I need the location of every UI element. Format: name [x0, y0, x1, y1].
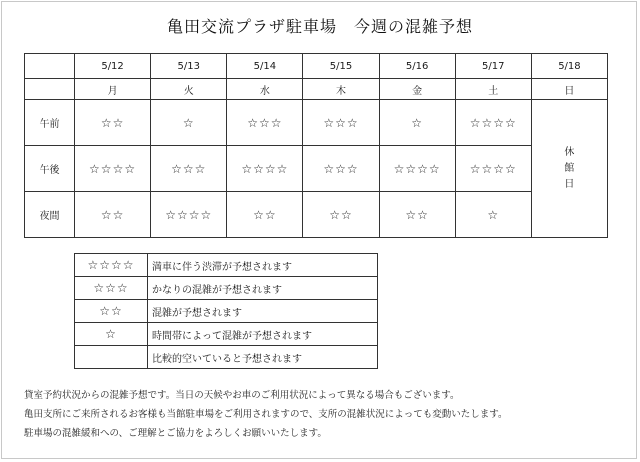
rating-cell: ☆☆☆☆ [151, 192, 227, 238]
legend-stars [75, 346, 148, 369]
date-cell: 5/12 [75, 54, 151, 79]
date-row [25, 54, 608, 79]
legend-stars: ☆ [75, 323, 148, 346]
rating-cell: ☆☆ [75, 100, 151, 146]
rating-cell: ☆☆☆☆ [455, 100, 531, 146]
corner-cell [25, 54, 75, 79]
rating-cell: ☆☆☆ [151, 146, 227, 192]
rating-cell: ☆☆ [227, 192, 303, 238]
legend-row [75, 254, 378, 277]
closed-char: 日 [564, 178, 575, 190]
rating-cell: ☆☆ [379, 192, 455, 238]
weekday-cell: 火 [151, 79, 227, 100]
date-cell: 5/17 [455, 54, 531, 79]
rating-cell: ☆☆ [75, 192, 151, 238]
rating-cell: ☆☆☆☆ [455, 146, 531, 192]
slot-row-afternoon [25, 146, 608, 192]
legend-text: 比較的空いていると予想されます [148, 346, 378, 369]
legend-row [75, 323, 378, 346]
date-cell: 5/18 [531, 54, 607, 79]
legend-stars: ☆☆☆ [75, 277, 148, 300]
note-line: 亀田支所にご来所されるお客様も当館駐車場をご利用されますので、支所の混雑状況によっても変動いたします。 [24, 409, 508, 420]
weekday-cell: 木 [303, 79, 379, 100]
rating-cell: ☆☆☆ [303, 100, 379, 146]
corner-cell [25, 79, 75, 100]
legend-row [75, 277, 378, 300]
legend-text: 混雑が予想されます [148, 300, 378, 323]
page-title: 亀田交流プラザ駐車場 今週の混雑予想 [166, 17, 473, 36]
weekday-cell: 金 [379, 79, 455, 100]
rating-cell: ☆ [455, 192, 531, 238]
rating-cell: ☆ [151, 100, 227, 146]
slot-row-morning [25, 100, 608, 146]
weekday-cell: 月 [75, 79, 151, 100]
legend-row [75, 300, 378, 323]
rating-cell: ☆ [379, 100, 455, 146]
closed-char: 館 [564, 162, 575, 174]
legend-stars: ☆☆☆☆ [75, 254, 148, 277]
closed-char: 休 [564, 146, 575, 158]
rating-cell: ☆☆ [303, 192, 379, 238]
legend-text: かなりの混雑が予想されます [148, 277, 378, 300]
weekday-cell: 水 [227, 79, 303, 100]
date-cell: 5/13 [151, 54, 227, 79]
rating-cell: ☆☆☆☆ [379, 146, 455, 192]
date-cell: 5/15 [303, 54, 379, 79]
note-line: 駐車場の混雑緩和への、ご理解とご協力をよろしくお願いいたします。 [24, 428, 327, 439]
rating-cell: ☆☆☆ [303, 146, 379, 192]
slot-label: 午後 [25, 146, 75, 192]
weekday-row [25, 79, 608, 100]
closed-day-cell [531, 100, 607, 238]
rating-cell: ☆☆☆☆ [75, 146, 151, 192]
note-line: 貸室予約状況からの混雑予想です。当日の天候やお車のご利用状況によって異なる場合もございます。 [24, 390, 460, 401]
legend-table [74, 253, 378, 369]
rating-cell: ☆☆☆☆ [227, 146, 303, 192]
congestion-table [24, 53, 608, 238]
weekday-cell: 日 [531, 79, 607, 100]
date-cell: 5/14 [227, 54, 303, 79]
date-cell: 5/16 [379, 54, 455, 79]
legend-text: 時間帯によって混雑が予想されます [148, 323, 378, 346]
legend-row [75, 346, 378, 369]
legend-stars: ☆☆ [75, 300, 148, 323]
notes-block [24, 386, 624, 443]
rating-cell: ☆☆☆ [227, 100, 303, 146]
slot-label: 午前 [25, 100, 75, 146]
weekday-cell: 土 [455, 79, 531, 100]
slot-row-night [25, 192, 608, 238]
legend-text: 満車に伴う渋滞が予想されます [148, 254, 378, 277]
slot-label: 夜間 [25, 192, 75, 238]
